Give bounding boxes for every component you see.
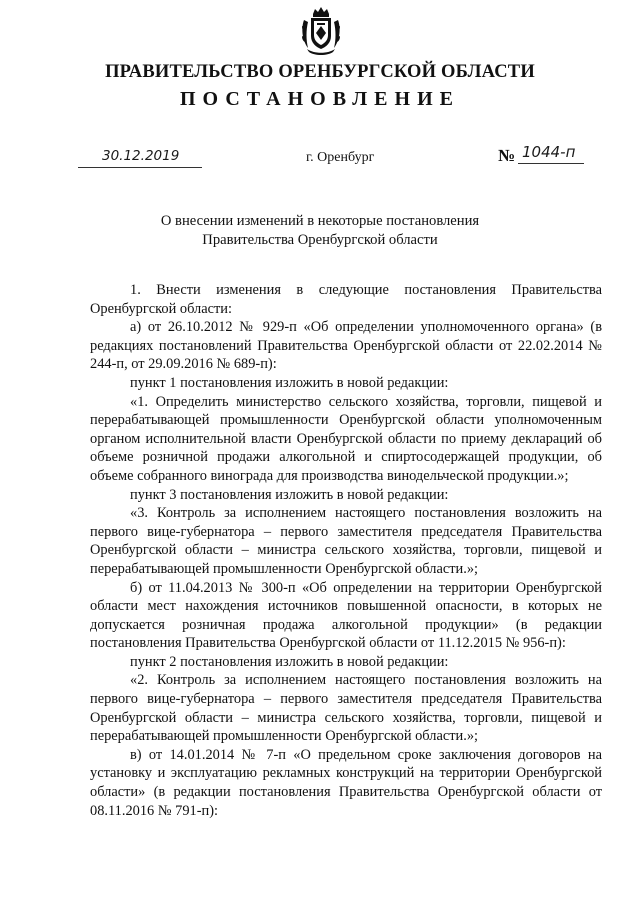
document-number: 1044-п <box>522 143 576 161</box>
body-paragraph: «2. Контроль за исполнением настоящего постановления возложить на первого вице-губернатора – первого заместителя председателя Правительства Оренбургской области – министра сельского хозяйства, торговли, пищевой и перерабатывающей промышленности Оренбургской области.»; <box>90 672 602 745</box>
subject-line: О внесении изменений в некоторые постановления <box>160 213 480 229</box>
date-field <box>78 148 202 168</box>
document-date: 30.12.2019 <box>102 148 180 164</box>
body-paragraph: в) от 14.01.2014 № 7-п «О предельном сроке заключения договоров на установку и эксплуатацию рекламных конструкций на территории Оренбургской области» (в редакции постановления Правительства Оренбургской области от 08.11.2016 № 791-п): <box>90 746 602 819</box>
body-paragraph: пункт 2 постановления изложить в новой редакции: <box>130 653 449 670</box>
number-sign: № <box>498 146 516 165</box>
body-paragraph: «3. Контроль за исполнением настоящего постановления возложить на первого вице-губернатора – первого заместителя председателя Правительства Оренбургской области – министра сельского хозяйства, торговли, пищевой и перерабатывающей промышленности Оренбургской области.»; <box>90 505 602 577</box>
body-paragraph: «1. Определить министерство сельского хозяйства, торговли, пищевой и перерабатывающей промышленности Оренбургской области уполномоченным органом исполнительной власти Оренбургской области по приему деклараций об объеме розничной продажи алкогольной и спиртосодержащей продукции, об объеме собранного винограда для производства винодельческой продукции.»; <box>90 393 602 484</box>
document-city: г. Оренбург <box>306 150 375 165</box>
document-subject <box>0 212 640 250</box>
number-field <box>498 144 586 166</box>
number-underline <box>518 163 584 164</box>
document-body <box>90 281 602 820</box>
body-paragraph: 1. Внести изменения в следующие постановления Правительства Оренбургской области: <box>90 282 602 317</box>
subject-line: Правительства Оренбургской области <box>202 232 438 248</box>
body-paragraph: б) от 11.04.2013 № 300-п «Об определении на территории Оренбургской области мест нахождения источников повышенной опасности, в которых не допускается розничная продажа алкогольной продукции» (в редакции постановления Правительства Оренбургской области от 11.12.2015 № 956-п): <box>90 579 602 652</box>
body-paragraph: пункт 1 постановления изложить в новой редакции: <box>130 374 449 391</box>
body-paragraph: пункт 3 постановления изложить в новой редакции: <box>130 486 449 503</box>
document-type-title: ПОСТАНОВЛЕНИЕ <box>180 88 460 110</box>
organization-title: ПРАВИТЕЛЬСТВО ОРЕНБУРГСКОЙ ОБЛАСТИ <box>105 62 535 82</box>
orenburg-coat-of-arms-icon <box>300 6 342 56</box>
body-paragraph: а) от 26.10.2012 № 929-п «Об определении уполномоченного органа» (в редакциях постановлений Правительства Оренбургской области от 22.02.2014 № 244-п, от 29.09.2016 № 689-п): <box>90 319 602 373</box>
